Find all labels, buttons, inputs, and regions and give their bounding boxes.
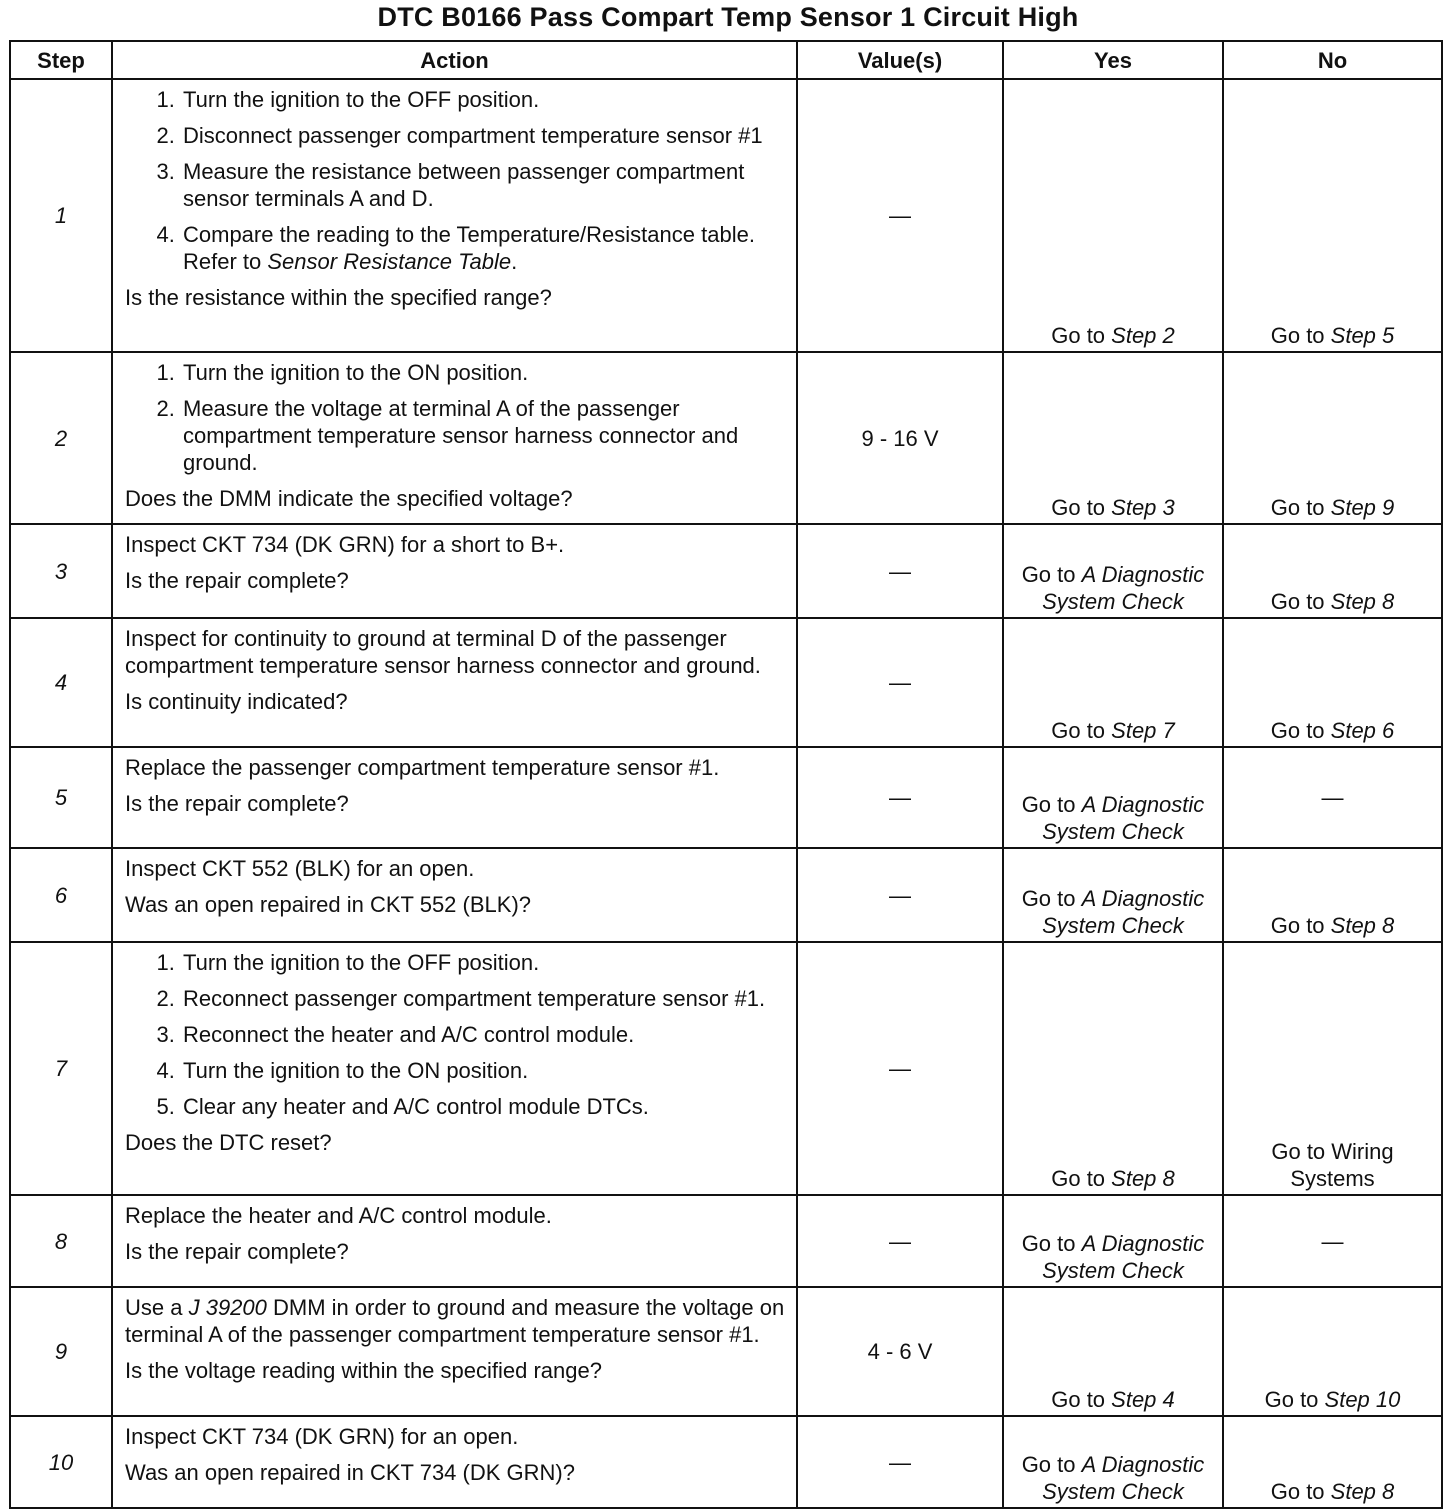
action-question: Is the repair complete?	[125, 568, 349, 593]
diagnostic-table	[9, 40, 1443, 1509]
no-cell	[1223, 1287, 1442, 1416]
list-item: 2. Measure the voltage at terminal A of the passenger compartment temperature sensor harness connector and ground.	[181, 395, 788, 476]
yes-link[interactable]: Step 8	[1111, 1166, 1175, 1191]
action-question: Is continuity indicated?	[125, 689, 348, 714]
step-number: 9	[10, 1287, 112, 1416]
value-cell: 4 - 6 V	[797, 1287, 1003, 1416]
list-item	[181, 221, 788, 275]
list-item: 1. Turn the ignition to the OFF position.	[181, 86, 788, 113]
no-cell	[1223, 79, 1442, 352]
action-question: Was an open repaired in CKT 734 (DK GRN)?	[125, 1460, 575, 1485]
no-link[interactable]: Step 5	[1330, 323, 1395, 348]
step-number: 10	[10, 1416, 112, 1508]
page-title: DTC B0166 Pass Compart Temp Sensor 1 Circuit High	[377, 2, 1079, 32]
goto-text: Go to	[1021, 562, 1082, 587]
goto-text: Go to	[1270, 323, 1331, 348]
list-item-text: Compare the reading to the Temperature/Resistance table. Refer to	[183, 222, 755, 274]
yes-cell	[1003, 942, 1223, 1195]
value-cell: 9 - 16 V	[797, 352, 1003, 524]
goto-text: Go to	[1051, 495, 1112, 520]
yes-cell	[1003, 1416, 1223, 1508]
list-item: 3. Reconnect the heater and A/C control module.	[181, 1021, 788, 1048]
list-item: 2. Reconnect passenger compartment temperature sensor #1.	[181, 985, 788, 1012]
yes-cell	[1003, 1287, 1223, 1416]
action-text: Inspect for continuity to ground at terminal D of the passenger compartment temperature sensor harness connector and ground.	[125, 626, 761, 678]
no-link[interactable]: Step 8	[1330, 913, 1395, 938]
table-row	[10, 747, 1442, 848]
action-cell	[112, 747, 797, 848]
yes-link[interactable]: Step 4	[1111, 1387, 1175, 1412]
yes-cell	[1003, 79, 1223, 352]
action-text: Inspect CKT 552 (BLK) for an open.	[125, 856, 475, 881]
action-question: Is the repair complete?	[125, 791, 349, 816]
action-cell	[112, 942, 797, 1195]
step-number: 1	[10, 79, 112, 352]
action-text: Inspect CKT 734 (DK GRN) for an open.	[125, 1424, 519, 1449]
goto-text: Go to	[1270, 913, 1331, 938]
action-cell	[112, 1416, 797, 1508]
action-text-part: Use a	[125, 1295, 189, 1320]
goto-text: Go to	[1051, 718, 1112, 743]
goto-text: Go to	[1051, 1166, 1112, 1191]
action-question: Does the DTC reset?	[125, 1130, 332, 1155]
goto-text: Go to	[1051, 323, 1112, 348]
list-item: 1. Turn the ignition to the ON position.	[181, 359, 788, 386]
yes-cell	[1003, 352, 1223, 524]
yes-cell	[1003, 848, 1223, 942]
action-text: Inspect CKT 734 (DK GRN) for a short to B+.	[125, 532, 565, 557]
table-header-row	[10, 41, 1442, 79]
action-cell	[112, 848, 797, 942]
table-row	[10, 1287, 1442, 1416]
value-cell: —	[797, 1195, 1003, 1287]
table-row	[10, 524, 1442, 618]
action-cell	[112, 79, 797, 352]
goto-text: Go to	[1021, 1452, 1082, 1477]
header-values: Value(s)	[797, 41, 1003, 79]
no-link[interactable]: Step 10	[1324, 1387, 1401, 1412]
value-cell: —	[797, 618, 1003, 747]
action-list	[125, 86, 788, 275]
list-item: 3. Measure the resistance between passenger compartment sensor terminals A and D.	[181, 158, 788, 212]
step-number: 8	[10, 1195, 112, 1287]
no-cell	[1223, 1416, 1442, 1508]
no-cell: —	[1223, 1195, 1442, 1287]
list-item: 1. Turn the ignition to the OFF position.	[181, 949, 788, 976]
tool-reference[interactable]: J 39200	[188, 1295, 267, 1320]
yes-link[interactable]: Step 2	[1111, 323, 1175, 348]
action-cell	[112, 1287, 797, 1416]
value-cell: —	[797, 524, 1003, 618]
action-list	[125, 949, 788, 1120]
step-number: 7	[10, 942, 112, 1195]
value-cell: —	[797, 942, 1003, 1195]
no-cell	[1223, 524, 1442, 618]
step-number: 3	[10, 524, 112, 618]
goto-text: Go to	[1270, 495, 1331, 520]
no-cell	[1223, 618, 1442, 747]
goto-text: Go to	[1021, 792, 1082, 817]
step-number: 4	[10, 618, 112, 747]
table-row	[10, 1416, 1442, 1508]
no-link[interactable]: Step 6	[1330, 718, 1395, 743]
reference-link[interactable]: Sensor Resistance Table	[267, 249, 512, 274]
goto-text: Go to	[1051, 1387, 1112, 1412]
table-row	[10, 618, 1442, 747]
yes-cell	[1003, 747, 1223, 848]
no-link[interactable]: Step 8	[1330, 1479, 1395, 1504]
value-cell: —	[797, 747, 1003, 848]
header-no: No	[1223, 41, 1442, 79]
table-row	[10, 79, 1442, 352]
no-cell: —	[1223, 747, 1442, 848]
action-list	[125, 359, 788, 476]
header-step: Step	[10, 41, 112, 79]
step-number: 5	[10, 747, 112, 848]
goto-text: Go to	[1270, 1479, 1331, 1504]
goto-text: Go to	[1021, 1231, 1082, 1256]
action-question: Is the resistance within the specified range?	[125, 285, 552, 310]
value-cell: —	[797, 1416, 1003, 1508]
action-question: Does the DMM indicate the specified voltage?	[125, 486, 573, 511]
table-row	[10, 1195, 1442, 1287]
action-text: Replace the passenger compartment temperature sensor #1.	[125, 755, 720, 780]
action-cell	[112, 524, 797, 618]
list-item: 2. Disconnect passenger compartment temperature sensor #1	[181, 122, 788, 149]
no-link[interactable]: Step 9	[1330, 495, 1395, 520]
value-cell: —	[797, 848, 1003, 942]
header-action: Action	[112, 41, 797, 79]
action-cell	[112, 1195, 797, 1287]
yes-link[interactable]: A Diagnostic System Check	[1042, 792, 1205, 844]
no-cell[interactable]: Go to Wiring Systems	[1223, 942, 1442, 1195]
table-row	[10, 848, 1442, 942]
step-number: 2	[10, 352, 112, 524]
list-item: 5. Clear any heater and A/C control module DTCs.	[181, 1093, 788, 1120]
action-text: Replace the heater and A/C control module.	[125, 1203, 552, 1228]
action-text	[125, 1294, 788, 1348]
value-cell: —	[797, 79, 1003, 352]
no-cell	[1223, 352, 1442, 524]
yes-link[interactable]: A Diagnostic System Check	[1042, 1452, 1205, 1504]
action-cell	[112, 352, 797, 524]
yes-link[interactable]: Step 7	[1111, 718, 1175, 743]
action-question: Is the voltage reading within the specified range?	[125, 1358, 602, 1383]
goto-text: Go to	[1264, 1387, 1325, 1412]
action-question: Was an open repaired in CKT 552 (BLK)?	[125, 892, 532, 917]
header-yes: Yes	[1003, 41, 1223, 79]
goto-text: Go to	[1270, 718, 1331, 743]
yes-link[interactable]: Step 3	[1111, 495, 1175, 520]
table-row	[10, 352, 1442, 524]
goto-text: Go to	[1021, 886, 1082, 911]
yes-cell	[1003, 618, 1223, 747]
list-item-text: .	[511, 249, 518, 274]
step-number: 6	[10, 848, 112, 942]
yes-link[interactable]: A Diagnostic System Check	[1042, 886, 1205, 938]
yes-link[interactable]: A Diagnostic System Check	[1042, 1231, 1205, 1283]
action-text-part: DMM in order to ground and measure the voltage on terminal A of the passenger compartment temperature sensor #1.	[125, 1295, 785, 1347]
yes-cell	[1003, 1195, 1223, 1287]
goto-text: Go to	[1270, 589, 1331, 614]
no-link[interactable]: Step 8	[1330, 589, 1395, 614]
yes-cell	[1003, 524, 1223, 618]
action-cell	[112, 618, 797, 747]
list-item: 4. Turn the ignition to the ON position.	[181, 1057, 788, 1084]
yes-link[interactable]: A Diagnostic System Check	[1042, 562, 1205, 614]
table-row	[10, 942, 1442, 1195]
no-cell	[1223, 848, 1442, 942]
action-question: Is the repair complete?	[125, 1239, 349, 1264]
